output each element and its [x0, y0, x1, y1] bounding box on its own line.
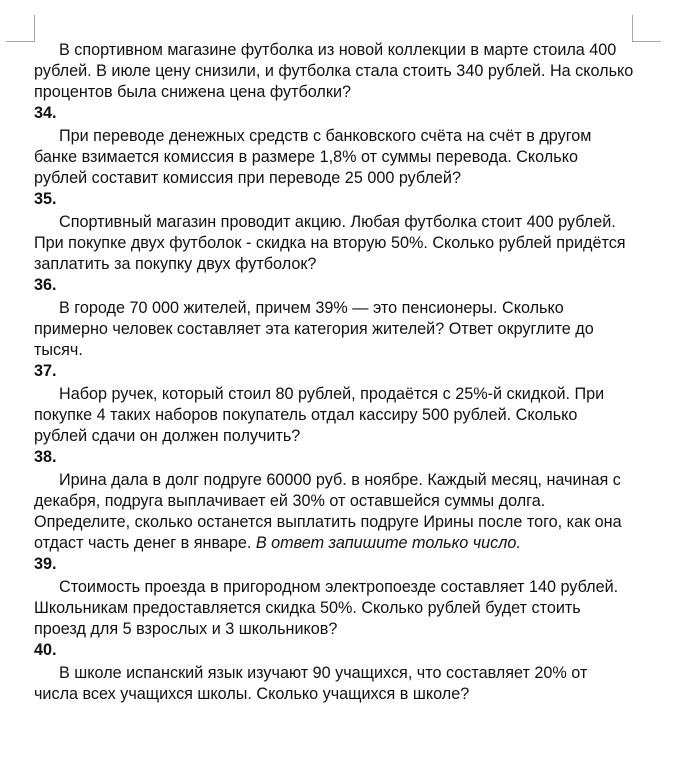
problem-item	[34, 470, 634, 575]
problem-number: 36.	[34, 276, 57, 294]
problem-text: При переводе денежных средств с банковского счёта на счёт в другом банке взимается комиссия в размере 1,8% от суммы перевода. Сколько рублей составит комиссия при переводе 25 000 рублей?	[34, 127, 592, 187]
problem-item	[34, 577, 634, 661]
problem-item	[34, 40, 634, 124]
margin-corner-mark-right	[632, 15, 661, 42]
problem-text: Стоимость проезда в пригородном электропоезде составляет 140 рублей. Школьникам предоставляется скидка 50%. Сколько рублей будет стоить проезд для 5 взрослых и 3 школьников?	[34, 578, 619, 638]
problem-number: 37.	[34, 362, 57, 380]
problem-text: В спортивном магазине футболка из новой коллекции в марте стоила 400 рублей. В июле цену снизили, и футболка стала стоить 340 рублей. На сколько процентов была снижена цена футболки?	[34, 41, 634, 101]
problem-instruction-italic: В ответ запишите только число.	[255, 534, 521, 552]
problem-item	[34, 298, 634, 382]
problem-number: 40.	[34, 641, 57, 659]
problem-number: 35.	[34, 190, 57, 208]
problem-number: 38.	[34, 448, 57, 466]
problem-item	[34, 384, 634, 468]
problem-item	[34, 212, 634, 296]
problem-text: В школе испанский язык изучают 90 учащихся, что составляет 20% от числа всех учащихся школы. Сколько учащихся в школе?	[34, 664, 588, 703]
margin-corner-mark-left	[6, 15, 35, 42]
problem-item	[34, 126, 634, 210]
document-body	[34, 40, 634, 705]
problem-text: Набор ручек, который стоил 80 рублей, продаётся с 25%-й скидкой. При покупке 4 таких наборов покупатель отдал кассиру 500 рублей. Сколько рублей сдачи он должен получить?	[34, 385, 605, 445]
problem-number: 34.	[34, 104, 57, 122]
problem-text: В городе 70 000 жителей, причем 39% — это пенсионеры. Сколько примерно человек составляет эта категория жителей? Ответ округлите до тысяч.	[34, 299, 594, 359]
problem-number: 39.	[34, 555, 57, 573]
problem-text: Ирина дала в долг подруге 60000 руб. в ноябре. Каждый месяц, начиная с декабря, подруга выплачивает ей 30% от оставшейся суммы долга. Определите, сколько останется выплатить подруге Ирины после того, как она отдаст часть денег в январе.	[34, 471, 622, 552]
problem-text: Спортивный магазин проводит акцию. Любая футболка стоит 400 рублей. При покупке двух футболок - скидка на вторую 50%. Сколько рублей придётся заплатить за покупку двух футболок?	[34, 213, 626, 273]
problem-item	[34, 663, 634, 705]
